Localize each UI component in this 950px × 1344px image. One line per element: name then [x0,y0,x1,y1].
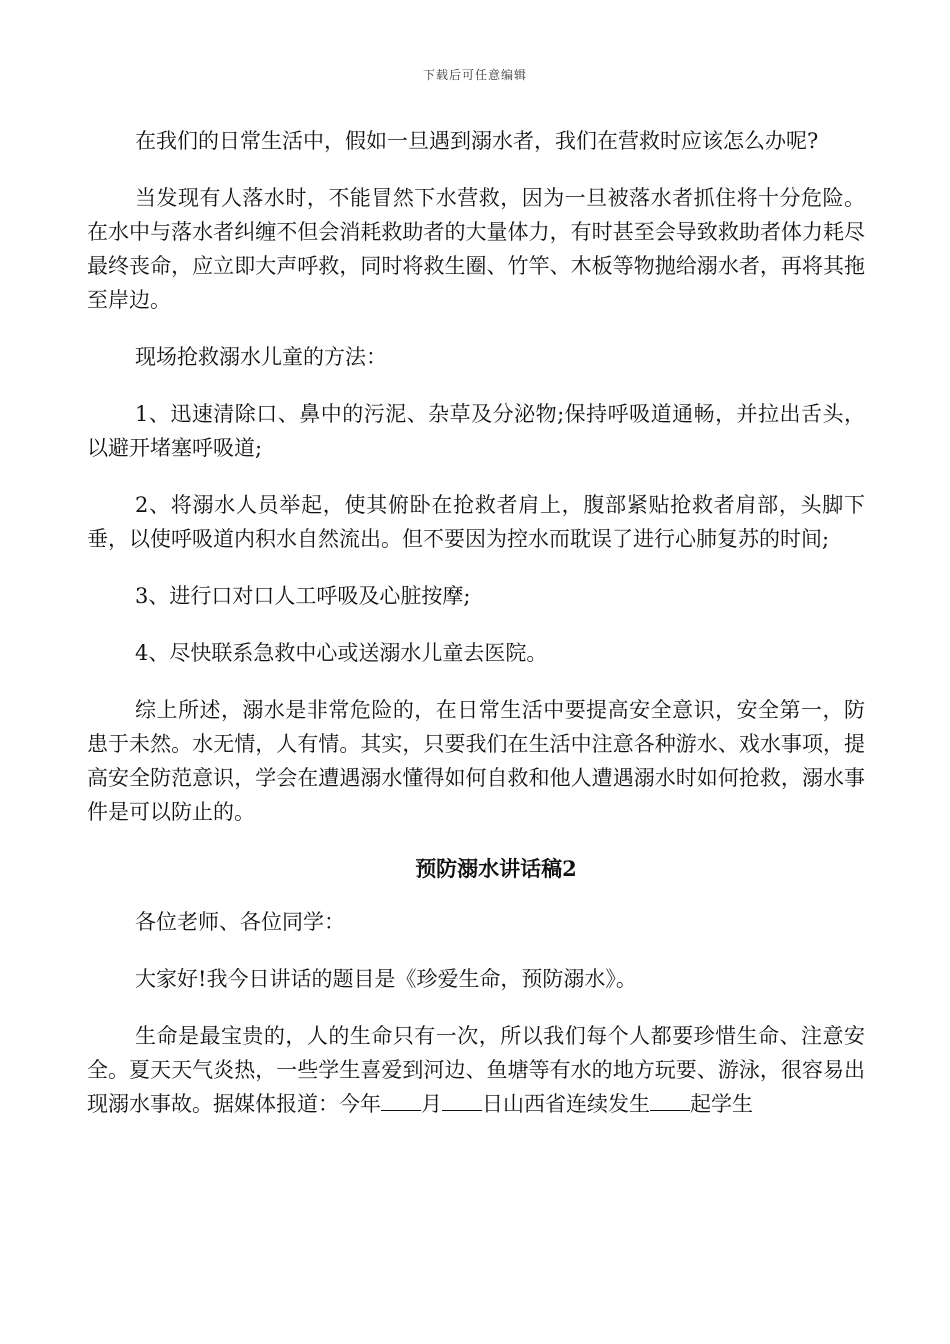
paragraph-greeting: 各位老师、各位同学： [135,910,345,934]
section-title: 预防溺水讲话稿2 [415,856,577,881]
speech-body-day: 日山西省连续发生 [482,1092,650,1116]
fill-blank-day [442,1092,482,1111]
speech-body-end: 起学生 [690,1092,753,1116]
paragraph-methods-heading: 现场抢救溺水儿童的方法： [135,345,387,369]
paragraph-rescue-advice: 当发现有人落水时，不能冒然下水营救，因为一旦被落水者抓住将十分危险。在水中与落水者纠缠不但会消耗救助者的大量体力，有时甚至会导致救助者体力耗尽最终丧命，应立即大声呼救，同时将救生圈、竹竿、木板等物抛给溺水者，再将其拖至岸边。 [87,186,865,312]
header-note: 下载后可任意编辑 [422,68,527,82]
paragraph-method-1: 1、迅速清除口、鼻中的污泥、杂草及分泌物;保持呼吸道通畅，并拉出舌头，以避开堵塞呼吸道; [87,402,865,460]
document-body [87,124,865,1144]
speech-body-month: 月 [421,1092,442,1116]
paragraph-method-2: 2、将溺水人员举起，使其俯卧在抢救者肩上，腹部紧贴抢救者肩部，头脚下垂，以使呼吸道内积水自然流出。但不要因为控水而耽误了进行心肺复苏的时间; [87,493,865,551]
paragraph-rescue-question: 在我们的日常生活中，假如一旦遇到溺水者，我们在营救时应该怎么办呢? [135,129,819,153]
fill-blank-count [650,1092,690,1111]
fill-blank-month [381,1092,421,1111]
paragraph-conclusion: 综上所述，溺水是非常危险的，在日常生活中要提高安全意识，安全第一，防患于未然。水无情，人有情。其实，只要我们在生活中注意各种游水、戏水事项，提高安全防范意识，学会在遭遇溺水懂得如何自救和他人遭遇溺水时如何抢救，溺水事件是可以防止的。 [87,698,865,824]
paragraph-method-3: 3、进行口对口人工呼吸及心脏按摩; [135,584,471,608]
speech-body-start: 生命是最宝贵的，人的生命只有一次，所以我们每个人都要珍惜生命、注意安全。夏天天气炎热，一些学生喜爱到河边、鱼塘等有水的地方玩要、游泳，很容易出现溺水事故。据媒体报道：今年 [87,1024,865,1116]
paragraph-speech-body [87,1019,865,1121]
paragraph-intro: 大家好!我今日讲话的题目是《珍爱生命，预防溺水》。 [135,967,637,991]
paragraph-method-4: 4、尽快联系急救中心或送溺水儿童去医院。 [135,641,548,665]
